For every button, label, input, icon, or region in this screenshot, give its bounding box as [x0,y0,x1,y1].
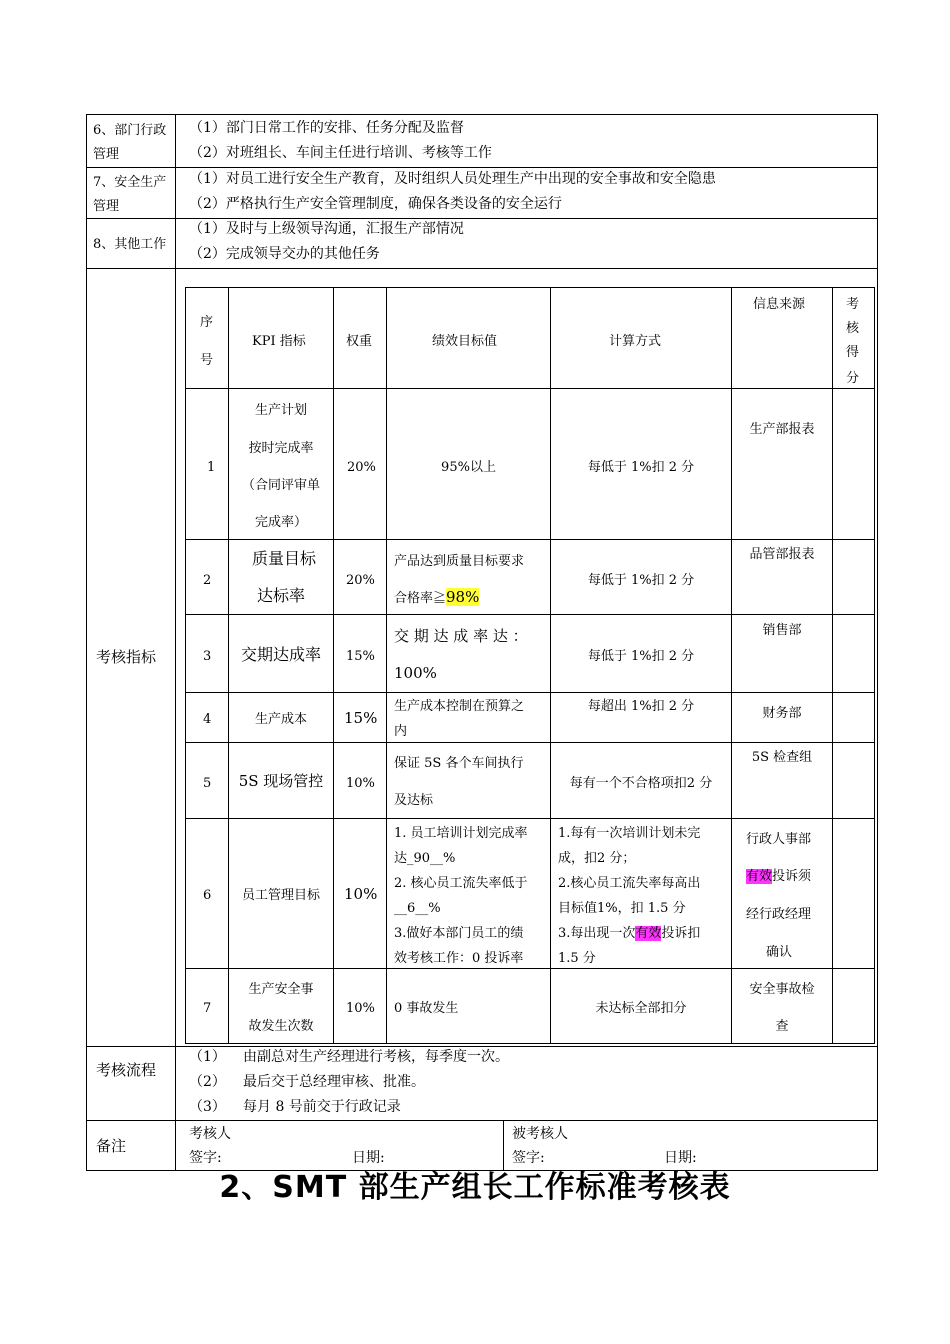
assessor-date: 日期: [352,1150,385,1166]
row6-weight: 10% [344,885,378,903]
row7-weight: 10% [346,1001,375,1016]
header-source: 信息来源 [753,297,806,312]
row1-seq: 1 [207,460,216,475]
header-target: 绩效目标值 [432,334,498,349]
row2-kpi-2: 达标率 [256,586,305,605]
row5-calc: 每有一个不合格项扣2 分 [569,776,713,791]
row6-source-1: 行政人事部 [746,832,812,847]
header-calc: 计算方式 [609,334,662,349]
row3-target-2: 100% [394,664,437,682]
row1-kpi-2: 按时完成率 [248,441,314,456]
row1-kpi-1: 生产计划 [254,403,307,418]
header-seq-2: 号 [200,353,214,368]
row6-target-3: 2. 核心员工流失率低于 [394,876,528,891]
row6-calc-3: 2.核心员工流失率每高出 [558,876,701,891]
row4-calc: 每超出 1%扣 2 分 [587,699,695,714]
row6-calc-6: 1.5 分 [558,951,596,966]
safety-label-2: 管理 [93,199,120,214]
dept-admin-item-2: （2）对班组长、车间主任进行培训、考核等工作 [189,145,492,161]
row7-calc: 未达标全部扣分 [595,1001,687,1016]
row4-target-1: 生产成本控制在预算之 [394,699,525,714]
safety-label-1: 7、安全生产 [93,175,167,190]
row3-target-1: 交 期 达 成 率 达 ： [394,627,528,645]
row6-target-2: 达_90__% [394,851,456,866]
row2-target-highlight: 98% [446,588,480,606]
row6-calc-5: 3.每出现一次有效投诉扣 [558,926,701,941]
row2-source: 品管部报表 [749,547,815,562]
process-item-2: 最后交于总经理审核、批准。 [243,1074,425,1090]
row1-kpi-4: 完成率） [254,515,307,530]
header-seq-1: 序 [200,315,214,330]
assessee-label: 被考核人 [512,1126,568,1142]
row4-source: 财务部 [762,706,802,721]
row5-target-1: 保证 5S 各个车间执行 [394,756,524,771]
row1-kpi-3: （合同评审单 [241,478,320,493]
row2-weight: 20% [346,573,375,588]
process-item-1: 由副总对生产经理进行考核，每季度一次。 [243,1049,509,1065]
assessor-label: 考核人 [189,1126,231,1142]
row1-calc: 每低于 1%扣 2 分 [587,460,695,475]
other-item-1: （1）及时与上级领导沟通，汇报生产部情况 [189,221,464,237]
process-label: 考核流程 [96,1061,157,1079]
row2-target-2: 合格率≧98% [394,588,480,606]
row6-kpi: 员工管理目标 [241,888,320,903]
row6-calc-1: 1.每有一次培训计划未完 [558,826,701,841]
row3-kpi: 交期达成率 [240,645,321,664]
row6-source-4: 确认 [766,945,793,960]
dept-admin-label-1: 6、部门行政 [93,123,167,138]
header-score-1: 考 [846,297,860,312]
row5-target-2: 及达标 [394,793,434,808]
header-score-3: 得 [846,345,860,360]
document-title: 2、SMT 部生产组长工作标准考核表 [219,1170,731,1205]
row6-source-highlight: 有效 [746,869,773,884]
safety-item-2: （2）严格执行生产安全管理制度，确保各类设备的安全运行 [189,196,562,212]
header-kpi: KPI 指标 [252,334,306,349]
row5-weight: 10% [346,776,375,791]
row6-calc-highlight: 有效 [635,926,662,941]
row2-calc: 每低于 1%扣 2 分 [587,573,695,588]
row2-kpi-1: 质量目标 [251,549,316,568]
row6-target-6: 效考核工作：0 投诉率 [394,951,524,966]
row5-kpi: 5S 现场管控 [238,772,324,790]
assessor-sign: 签字: [189,1150,222,1166]
other-item-2: （2）完成领导交办的其他任务 [189,246,380,262]
row7-source-1: 安全事故检 [749,982,815,997]
row6-target-1: 1. 员工培训计划完成率 [394,826,528,841]
row7-kpi-2: 故发生次数 [248,1019,314,1034]
row7-seq: 7 [203,1001,212,1016]
row6-source-2: 有效投诉须 [746,869,812,884]
remarks-label: 备注 [96,1137,127,1155]
other-label: 8、其他工作 [93,237,167,252]
process-item-3: 每月 8 号前交于行政记录 [243,1099,401,1115]
header-weight: 权重 [346,334,373,349]
row3-seq: 3 [203,649,212,664]
row7-target: 0 事故发生 [394,1001,459,1016]
row7-kpi-1: 生产安全事 [248,982,314,997]
row3-calc: 每低于 1%扣 2 分 [587,649,695,664]
assessee-date: 日期: [664,1150,697,1166]
row6-calc-4: 目标值1%，扣 1.5 分 [558,901,686,916]
row6-seq: 6 [203,888,212,903]
row1-weight: 20% [347,460,376,475]
row7-source-2: 查 [775,1019,789,1034]
dept-admin-label-2: 管理 [93,147,120,162]
row6-target-5: 3.做好本部门员工的绩 [394,926,524,941]
process-num-1: （1） [189,1049,226,1065]
row1-target: 95%以上 [441,460,496,475]
row2-target-1: 产品达到质量目标要求 [394,554,525,569]
row4-seq: 4 [203,712,212,727]
row4-weight: 15% [344,709,378,727]
row4-target-2: 内 [394,724,408,739]
row6-target-4: __6__% [394,901,441,916]
row3-source: 销售部 [762,623,802,638]
row3-weight: 15% [346,649,375,664]
safety-item-1: （1）对员工进行安全生产教育，及时组织人员处理生产中出现的安全事故和安全隐患 [189,171,716,187]
assessee-sign: 签字: [512,1150,545,1166]
row5-seq: 5 [203,776,212,791]
row4-kpi: 生产成本 [254,712,307,727]
process-num-3: （3） [189,1099,226,1115]
row5-source: 5S 检查组 [751,750,813,765]
header-score-4: 分 [846,371,860,386]
process-num-2: （2） [189,1074,226,1090]
kpi-section-label: 考核指标 [96,648,157,666]
row1-source: 生产部报表 [749,422,815,437]
dept-admin-item-1: （1）部门日常工作的安排、任务分配及监督 [189,120,464,136]
row6-source-3: 经行政经理 [746,907,812,922]
header-score-2: 核 [846,321,860,336]
row2-seq: 2 [203,573,212,588]
row6-calc-2: 成，扣2 分； [558,851,636,866]
